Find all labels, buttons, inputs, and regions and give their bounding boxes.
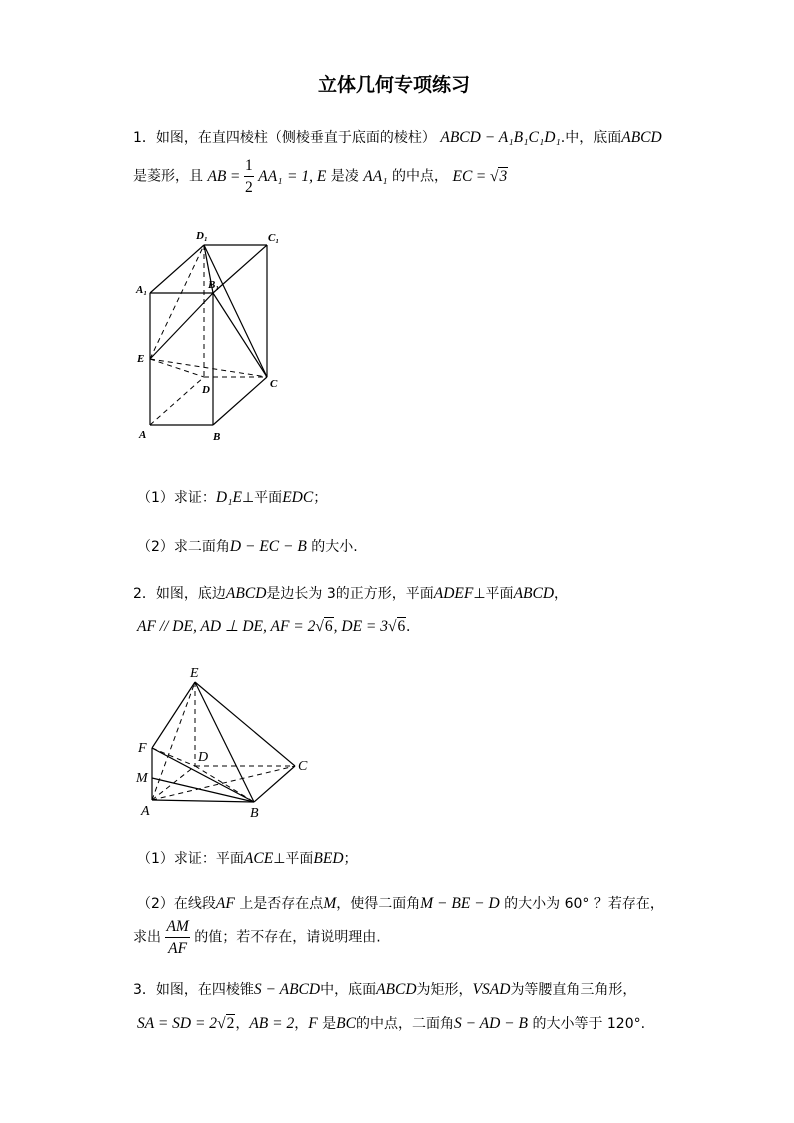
label-e: E [190, 666, 199, 681]
q2-end: 的大小. [311, 539, 358, 555]
problem-2-question-2-line-1 [137, 893, 664, 913]
p3-intro: 如图，在四棱锥 [155, 982, 254, 998]
p2-conditions-b: , DE = 3 [333, 618, 389, 635]
p2-abcd: ABCD [225, 585, 267, 602]
label-e: E [137, 353, 145, 365]
label-f: F [138, 741, 147, 756]
p3-triangle: VSAD [472, 981, 511, 998]
figure-2-solid [132, 660, 322, 825]
q1-perp-text: ⊥平面 [241, 490, 283, 506]
half-denominator: 2 [245, 178, 253, 196]
page-title: 立体几何专项练习 [318, 74, 471, 96]
p3-iso-text: 为等腰直角三角形， [510, 982, 637, 998]
problem-2-line-1 [133, 583, 568, 603]
p3-pyramid: S − ABCD [253, 981, 321, 998]
edge-a1-d1 [150, 245, 204, 293]
problem-3-line-1 [133, 979, 636, 999]
p3-mid-text: 中，底面 [320, 982, 377, 998]
q1-line: D₁E [215, 489, 242, 506]
p2-side-text: 是边长为 3的正方形，平面 [266, 586, 434, 602]
midpoint-text: 的中点， [392, 168, 449, 185]
problem-1-line-2 [133, 158, 508, 195]
ab-label: AB [207, 167, 227, 185]
problem-2-line-2: AF // DE, AD ⊥ DE, AF = 2√6, DE = 3√6. [137, 618, 411, 635]
p2-q2-mid: 上是否存在点 [239, 896, 324, 912]
p2-q1-bed: BED [313, 850, 344, 867]
label-c: C [298, 759, 308, 774]
problem-1-question-2 [137, 536, 358, 556]
p2-period: . [406, 618, 411, 635]
p2-q2-m: M [323, 895, 337, 912]
edge-e-d-hidden [150, 359, 204, 377]
problem-1-prism [440, 129, 560, 146]
p3-mid-dihedral: 的中点，二面角 [355, 1016, 454, 1032]
problem-1-line2-start: 是菱形，且 [133, 168, 203, 185]
p2-q2-comma: ，使得二面角 [336, 896, 421, 912]
p3-bc: BC [336, 1015, 356, 1032]
label-d1: D₁ [196, 230, 208, 242]
p3-comma-2: ， [294, 1016, 309, 1032]
problem-1-question-1 [137, 487, 327, 507]
p2-q2-dihedral: M − BE − D [420, 895, 500, 912]
q2-label: （2）求二面角 [137, 539, 230, 555]
edge-m-b [152, 778, 254, 802]
p2-sqrt6-b: 6 [397, 618, 406, 635]
p3-rect-text: 为矩形， [416, 982, 473, 998]
label-c1: C₁ [268, 232, 280, 244]
half-fraction [244, 158, 254, 195]
label-a: A [141, 804, 150, 819]
problem-3-line-2: SA = SD = 2√2，AB = 2，F 是BC的中点，二面角S − AD − B 的大小等于 120°. [137, 1015, 646, 1032]
half-numerator: 1 [244, 158, 254, 177]
eq-sign-2: = [476, 167, 486, 185]
problem-1-after-prism: .中，底面 [560, 130, 622, 146]
label-b: B [213, 431, 221, 443]
p2-abcd-2: ABCD [513, 585, 555, 602]
is-on-text: 是凌 [330, 168, 359, 185]
q1-end: ； [313, 490, 328, 506]
p3-f: F [308, 1015, 318, 1032]
label-c: C [270, 378, 278, 390]
edge-b-c [213, 377, 267, 425]
prism-base-name: ABCD [440, 129, 481, 146]
edge-b-c [254, 766, 295, 802]
p2-q1-perp: ⊥平面 [273, 851, 314, 867]
p3-ab: AB = 2 [249, 1015, 295, 1032]
p3-sa-sd: SA = SD = 2 [137, 1015, 218, 1032]
p3-dihedral: S − AD − B [453, 1015, 528, 1032]
p3-is: 是 [322, 1016, 337, 1032]
edge-e-b [195, 682, 254, 802]
fraction-numerator-am: AM [165, 919, 189, 938]
p2-q2-find: 求出 [133, 929, 161, 946]
edge-e-c [195, 682, 295, 766]
p2-adef: ADEF [433, 585, 474, 602]
problem-2-intro: 如图，底边 [155, 586, 226, 602]
am-af-fraction [165, 919, 189, 956]
label-b: B [250, 806, 259, 821]
label-a: A [139, 429, 147, 441]
p2-q2-label: （2）在线段 [137, 896, 216, 912]
p2-q2-af: AF [215, 895, 235, 912]
sqrt3-radicand: 3 [499, 167, 508, 185]
label-a1: A₁ [136, 284, 148, 296]
p2-perp-plane: ⊥平面 [473, 586, 514, 602]
edge-e-d1-hidden [150, 245, 204, 359]
q2-dihedral: D − EC − B [229, 538, 307, 555]
p3-abcd: ABCD [376, 981, 417, 998]
edge-a-d-hidden [150, 377, 204, 425]
p2-q2-value-text: 的值；若不存在，请说明理由. [194, 929, 381, 946]
p2-comma: ， [554, 586, 569, 602]
p3-sqrt2: 2 [226, 1015, 235, 1032]
p2-conditions-a: AF // DE, AD ⊥ DE, AF = 2 [137, 618, 316, 635]
q1-label: （1）求证： [137, 490, 216, 506]
sqrt3-expr: √3 [489, 167, 508, 185]
problem-2-question-1 [137, 848, 358, 868]
problem-1-base: ABCD [621, 129, 662, 146]
ec-label: EC [452, 167, 473, 185]
aa1-label-2: AA₁ [363, 167, 388, 185]
label-d: D [202, 384, 210, 396]
edge-b1-c1 [213, 245, 267, 293]
p3-comma-1: ， [235, 1016, 250, 1032]
edge-e-f [152, 682, 195, 748]
prism-top-name: − A₁B₁C₁D₁ [484, 129, 561, 146]
edge-b1-c [213, 293, 267, 377]
problem-2-question-2-line-2 [133, 919, 381, 956]
edge-e-c-hidden [150, 359, 267, 377]
figure-1-prism [130, 225, 290, 450]
aa1-label: AA₁ [258, 167, 283, 185]
edge-a-e-hidden [152, 682, 195, 800]
fraction-denominator-af: AF [168, 939, 188, 957]
p2-q1-label: （1）求证：平面 [137, 851, 244, 867]
eq-sign: = [230, 167, 240, 185]
problem-1-number: 1． [133, 130, 156, 146]
edge-f-d-hidden [152, 748, 195, 766]
p2-q1-ace: ACE [243, 850, 274, 867]
label-b1: B₁ [208, 279, 220, 291]
problem-2-number: 2． [133, 586, 156, 602]
p3-end: 的大小等于 120°. [532, 1016, 646, 1032]
problem-1-line-1 [133, 127, 662, 147]
problem-3-number: 3． [133, 982, 156, 998]
label-d: D [198, 750, 209, 765]
q1-plane: EDC [282, 489, 314, 506]
p2-q1-end: ； [343, 851, 358, 867]
p2-q2-angle: 的大小为 60° ？若存在， [504, 896, 664, 912]
p2-sqrt6-a: 6 [324, 618, 333, 635]
eq-one-e: = 1, E [287, 167, 327, 185]
label-m: M [136, 771, 148, 786]
problem-1-intro: 如图，在直四棱柱（侧棱垂直于底面的棱柱） [155, 130, 436, 146]
edge-a-b [152, 800, 254, 802]
